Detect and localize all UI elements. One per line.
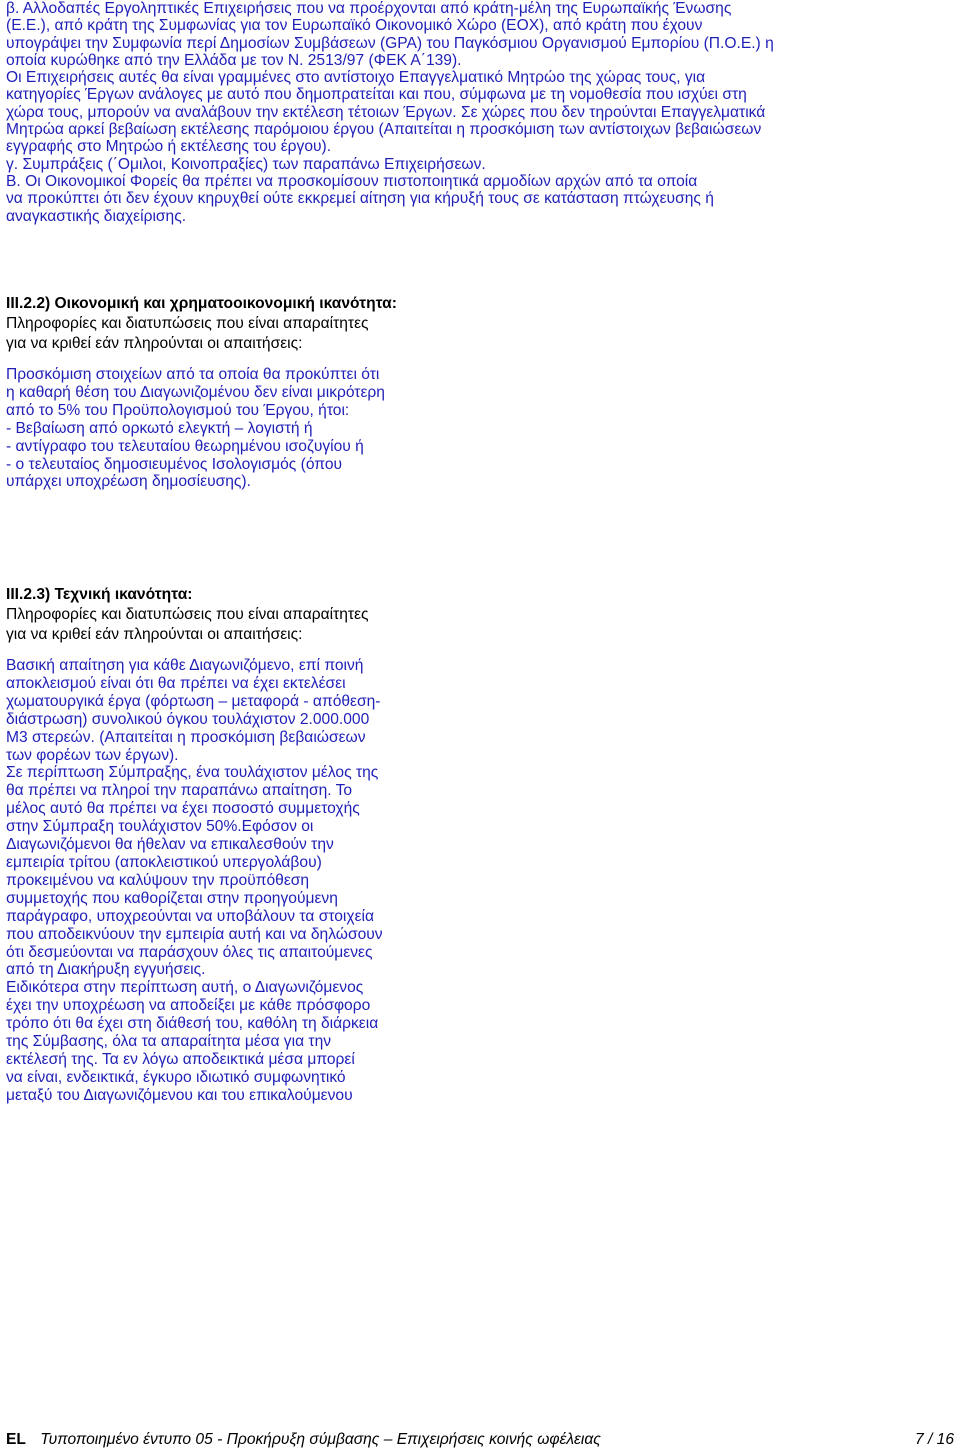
text-line: από το 5% του Προϋπολογισμού του Έργου, ήτοι:: [6, 401, 350, 419]
text-line: οποία κυρώθηκε από την Ελλάδα με τον Ν. 2513/97 (ΦΕΚ Α΄139).: [6, 51, 462, 69]
text-line: Προσκόμιση στοιχείων από τα οποία θα προκύπτει ότι: [6, 366, 380, 383]
text-line: (Ε.Ε.), από κράτη της Συμφωνίας για τον Ευρωπαϊκό Οικονομικό Χώρο (ΕΟΧ), από κράτη που έχουν: [6, 17, 703, 35]
section-heading: III.2.2) Οικονομική και χρηματοοικονομική ικανότητα:: [6, 295, 397, 312]
text-line: παράγραφο, υποχρεούνται να υποβάλουν τα στοιχεία: [6, 907, 375, 925]
text-line: Βασική απαίτηση για κάθε Διαγωνιζόμενο, επί ποινή: [6, 657, 364, 674]
text-line: να προκύπτει ότι δεν έχουν κηρυχθεί ούτε εκκρεμεί αίτηση για κήρυξή τους σε κατάσταση πτώχευσης ή: [6, 190, 714, 208]
text-line: αποκλεισμού είναι ότι θα πρέπει να έχει εκτελέσει: [6, 674, 346, 692]
economic-requirements-text: [6, 366, 486, 491]
language-code: EL: [6, 1431, 26, 1448]
text-line: Μητρώα αρκεί βεβαίωση εκτέλεσης παρόμοιου έργου (Απαιτείται η προσκόμιση των αντίστοιχων βεβαιώσεων: [6, 121, 762, 139]
text-line: χώρα τους, μπορούν να αναλάβουν την εκτέλεση τέτοιων Έργων. Σε χώρες που δεν τηρούνται Επαγγελματικά: [6, 103, 766, 121]
text-line: συμμετοχής που καθορίζεται στην προηγούμενη: [6, 889, 338, 907]
text-line: γ. Συμπράξεις (΄Ομιλοι, Κοινοπραξίες) των παραπάνω Επιχειρήσεων.: [6, 155, 486, 173]
text-line: υπογράψει την Συμφωνία περί Δημοσίων Συμβάσεων (GPA) του Παγκόσμιου Οργανισμού Εμπορίου (Π.Ο.Ε.) η: [6, 34, 774, 52]
text-line: χωματουργικά έργα (φόρτωση – μεταφορά - απόθεση-: [6, 692, 381, 710]
text-line: Ειδικότερα στην περίπτωση αυτή, ο Διαγωνιζόμενος: [6, 979, 364, 997]
text-line: η καθαρή θέση του Διαγωνιζομένου δεν είναι μικρότερη: [6, 383, 385, 401]
info-label-line: για να κριθεί εάν πληρούνται οι απαιτήσεις:: [6, 626, 303, 643]
text-line: - Βεβαίωση από ορκωτό ελεγκτή – λογιστή ή: [6, 419, 313, 437]
text-line: Οι Επιχειρήσεις αυτές θα είναι γραμμένες στο αντίστοιχο Επαγγελματικό Μητρώο της χώρας τους, για: [6, 69, 706, 87]
text-line: εμπειρία τρίτου (αποκλειστικού υπεργολάβου): [6, 853, 322, 871]
text-line: Σε περίπτωση Σύμπραξης, ένα τουλάχιστον μέλος της: [6, 764, 379, 782]
text-line: από τη Διακήρυξη εγγυήσεις.: [6, 961, 206, 979]
text-line: της Σύμβασης, όλα τα απαραίτητα μέσα για την: [6, 1033, 332, 1051]
text-line: που αποδεικνύουν την εμπειρία αυτή και να δηλώσουν: [6, 925, 383, 943]
page-footer: [6, 1430, 956, 1450]
info-label-line: Πληροφορίες και διατυπώσεις που είναι απαραίτητες: [6, 606, 369, 623]
text-line: - αντίγραφο του τελευταίου θεωρημένου ισοζυγίου ή: [6, 437, 364, 455]
text-line: να είναι, ενδεικτικά, έγκυρο ιδιωτικό συμφωνητικό: [6, 1068, 346, 1086]
text-line: έχει την υποχρέωση να αποδείξει με κάθε πρόσφορο: [6, 997, 371, 1015]
text-line: υπάρχει υποχρέωση δημοσίευσης).: [6, 473, 251, 491]
text-line: των φορέων των έργων).: [6, 746, 179, 764]
text-line: μεταξύ του Διαγωνιζόμενου και του επικαλούμενου: [6, 1086, 353, 1104]
text-line: εγγραφής στο Μητρώο ή εκτέλεσης του έργου).: [6, 138, 332, 156]
text-line: Β. Οι Οικονομικοί Φορείς θα πρέπει να προσκομίσουν πιστοποιητικά αρμοδίων αρχών από τα οποία: [6, 172, 698, 190]
text-line: εκτέλεσή της. Τα εν λόγω αποδεικτικά μέσα μπορεί: [6, 1050, 355, 1068]
text-line: β. Αλλοδαπές Εργοληπτικές Επιχειρήσεις που να προέρχονται από κράτη-μέλη της Ευρωπαϊκής Ένωσης: [6, 0, 732, 17]
text-line: κατηγορίες Έργων ανάλογες με αυτό που δημοπρατείται και που, σύμφωνα με τη νομοθεσία που ισχύει στη: [6, 86, 747, 104]
economic-capacity-section: [6, 294, 486, 491]
technical-requirements-text: [6, 657, 486, 1105]
text-line: θα πρέπει να πληροί την παραπάνω απαίτηση. Το: [6, 782, 353, 800]
section-heading: III.2.3) Τεχνική ικανότητα:: [6, 586, 193, 603]
text-line: διάστρωση) συνολικού όγκου τουλάχιστον 2.000.000: [6, 710, 370, 728]
text-line: αναγκαστικής διαχείρισης.: [6, 207, 187, 225]
text-line: προκειμένου να καλύψουν την προϋπόθεση: [6, 871, 310, 889]
text-line: μέλος αυτό θα πρέπει να έχει ποσοστό συμμετοχής: [6, 800, 360, 818]
page-number: 7 / 16: [914, 1431, 954, 1448]
info-label-line: για να κριθεί εάν πληρούνται οι απαιτήσεις:: [6, 335, 303, 352]
form-title: Τυποποιημένο έντυπο 05 - Προκήρυξη σύμβασης – Επιχειρήσεις κοινής ωφέλειας: [40, 1431, 601, 1448]
text-line: Διαγωνιζόμενοι θα ήθελαν να επικαλεσθούν την: [6, 836, 334, 854]
text-line: τρόπο ότι θα έχει στη διάθεσή του, καθόλη τη διάρκεια: [6, 1015, 379, 1033]
text-line: στην Σύμπραξη τουλάχιστον 50%.Εφόσον οι: [6, 818, 314, 836]
text-line: ότι δεσμεύονται να παράσχουν όλες τις απαιτούμενες: [6, 943, 373, 961]
info-label-line: Πληροφορίες και διατυπώσεις που είναι απαραίτητες: [6, 315, 369, 332]
technical-capacity-section: [6, 585, 486, 1105]
continued-eligibility-text: [6, 0, 952, 225]
text-line: M3 στερεών. (Απαιτείται η προσκόμιση βεβαιώσεων: [6, 728, 366, 746]
text-line: - ο τελευταίος δημοσιευμένος Ισολογισμός (όπου: [6, 455, 343, 473]
